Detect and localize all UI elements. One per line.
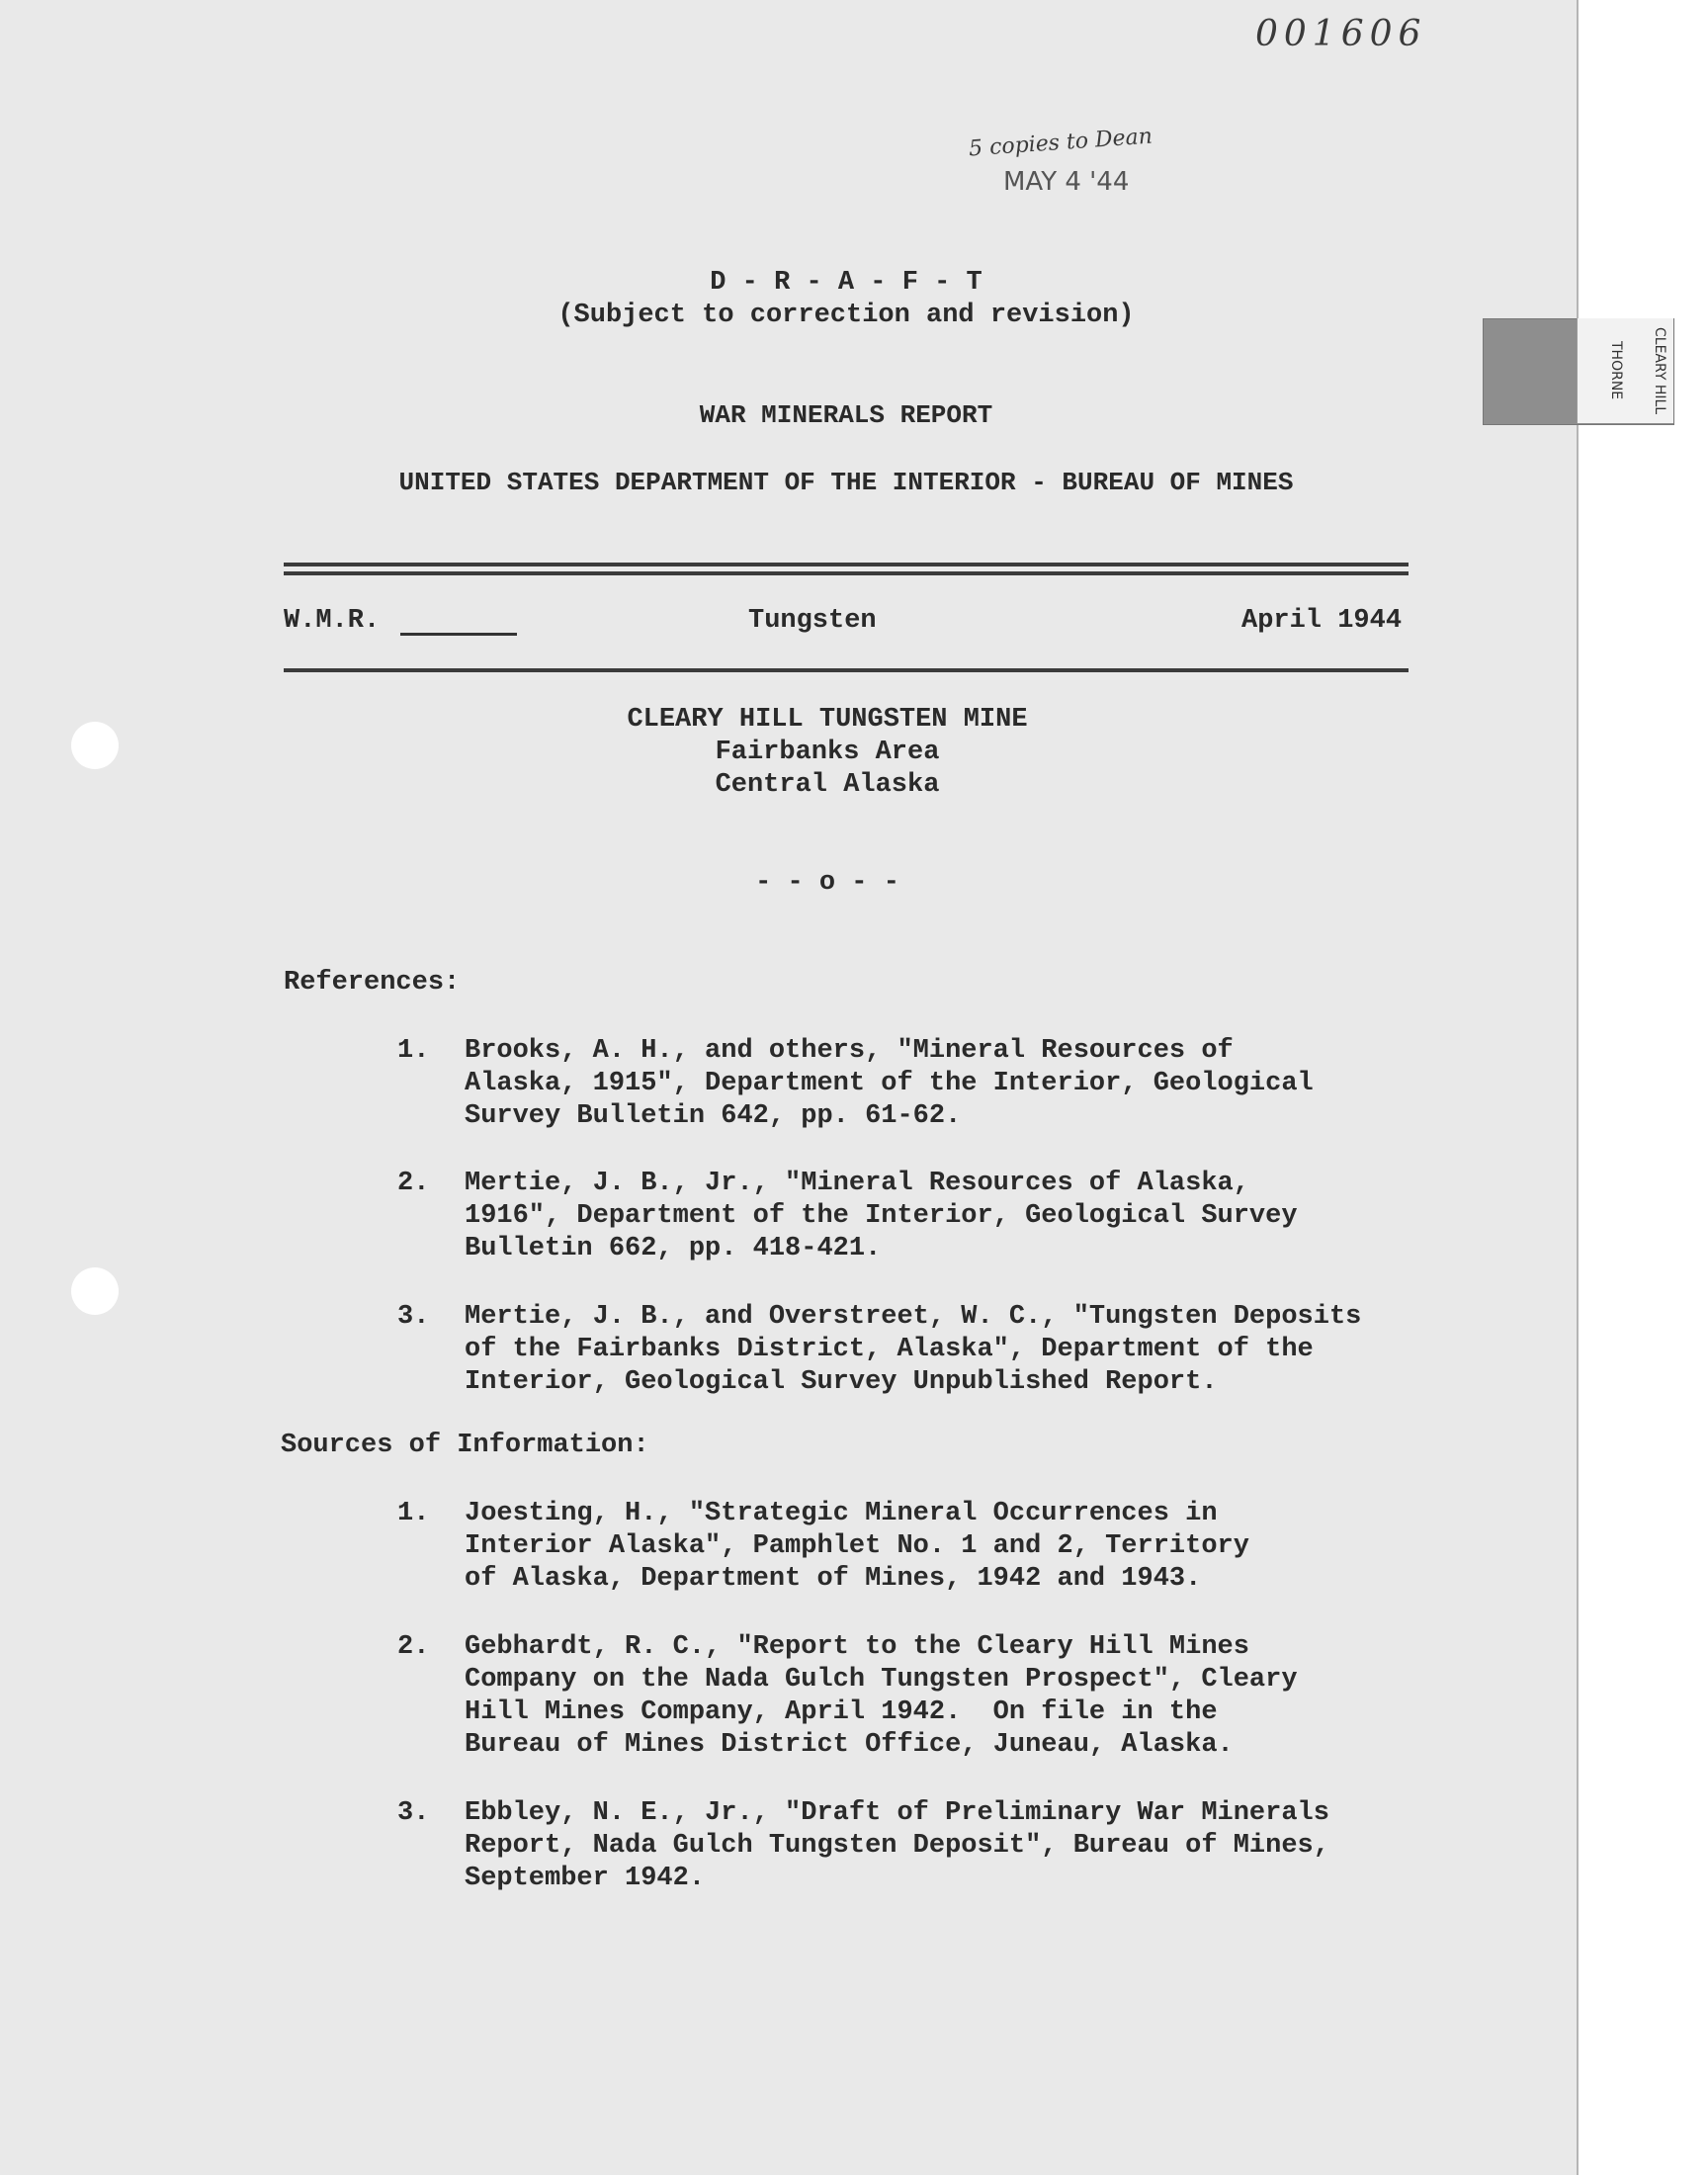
tab-label-thorne: THORNE: [1608, 341, 1624, 400]
draft-heading: D - R - A - F - T: [710, 268, 982, 298]
source-3-text: Ebbley, N. E., Jr., "Draft of Preliminary War Minerals Report, Nada Gulch Tungsten Deposit", Bureau of Mines, September 1942.: [465, 1798, 1329, 1893]
rule-under-meta: [284, 668, 1409, 672]
reference-3-number: 3.: [397, 1302, 430, 1332]
report-type: WAR MINERALS REPORT: [699, 400, 993, 430]
reference-2-number: 2.: [397, 1169, 430, 1198]
double-rule-top-1: [284, 563, 1409, 566]
copies-note: 5 copies to Dean: [968, 124, 1153, 162]
sources-heading: Sources of Information:: [281, 1431, 649, 1460]
source-2-text: Gebhardt, R. C., "Report to the Cleary Hill Mines Company on the Nada Gulch Tungsten Prospect", Cleary Hill Mines Company, April 1942. On file in the Bureau of Mines District Office, Juneau, Alaska.: [465, 1632, 1298, 1760]
reference-1-text: Brooks, A. H., and others, "Mineral Resources of Alaska, 1915", Department of the Interior, Geological Survey Bulletin 642, pp. 61-62.: [465, 1036, 1314, 1131]
section-separator: - - o - -: [755, 868, 899, 898]
wmr-label: W.M.R.: [284, 606, 381, 636]
reference-3-text: Mertie, J. B., and Overstreet, W. C., "Tungsten Deposits of the Fairbanks District, Alaska", Department of the Interior, Geological Survey Unpublished Report.: [465, 1302, 1362, 1397]
source-3-number: 3.: [397, 1798, 430, 1828]
wmr-number-blank: [400, 633, 517, 636]
double-rule-top-2: [284, 571, 1409, 575]
source-1-number: 1.: [397, 1499, 430, 1528]
mine-region: Central Alaska: [715, 770, 940, 800]
binder-hole-top: [71, 722, 119, 769]
source-2-number: 2.: [397, 1632, 430, 1662]
document-number: 001606: [1255, 14, 1427, 54]
mine-area: Fairbanks Area: [715, 738, 940, 767]
commodity: Tungsten: [748, 606, 877, 636]
references-heading: References:: [284, 968, 461, 998]
mine-name: CLEARY HILL TUNGSTEN MINE: [627, 705, 1028, 735]
source-1-text: Joesting, H., "Strategic Mineral Occurrences in Interior Alaska", Pamphlet No. 1 and 2, Territory of Alaska, Department of Mines, 1942 and 1943.: [465, 1499, 1249, 1594]
department-line: UNITED STATES DEPARTMENT OF THE INTERIOR - BUREAU OF MINES: [398, 468, 1294, 497]
date-stamp: MAY 4 '44: [1003, 167, 1130, 197]
draft-subtitle: (Subject to correction and revision): [557, 301, 1135, 330]
reference-1-number: 1.: [397, 1036, 430, 1066]
reference-2-text: Mertie, J. B., Jr., "Mineral Resources of Alaska, 1916", Department of the Interior, Geological Survey Bulletin 662, pp. 418-421.: [465, 1169, 1298, 1263]
tab-label-cleary-hill: CLEARY HILL: [1652, 326, 1667, 415]
report-date: April 1944: [1241, 606, 1403, 636]
binder-hole-bottom: [71, 1267, 119, 1315]
folder-tab-label-area: [1577, 318, 1673, 423]
